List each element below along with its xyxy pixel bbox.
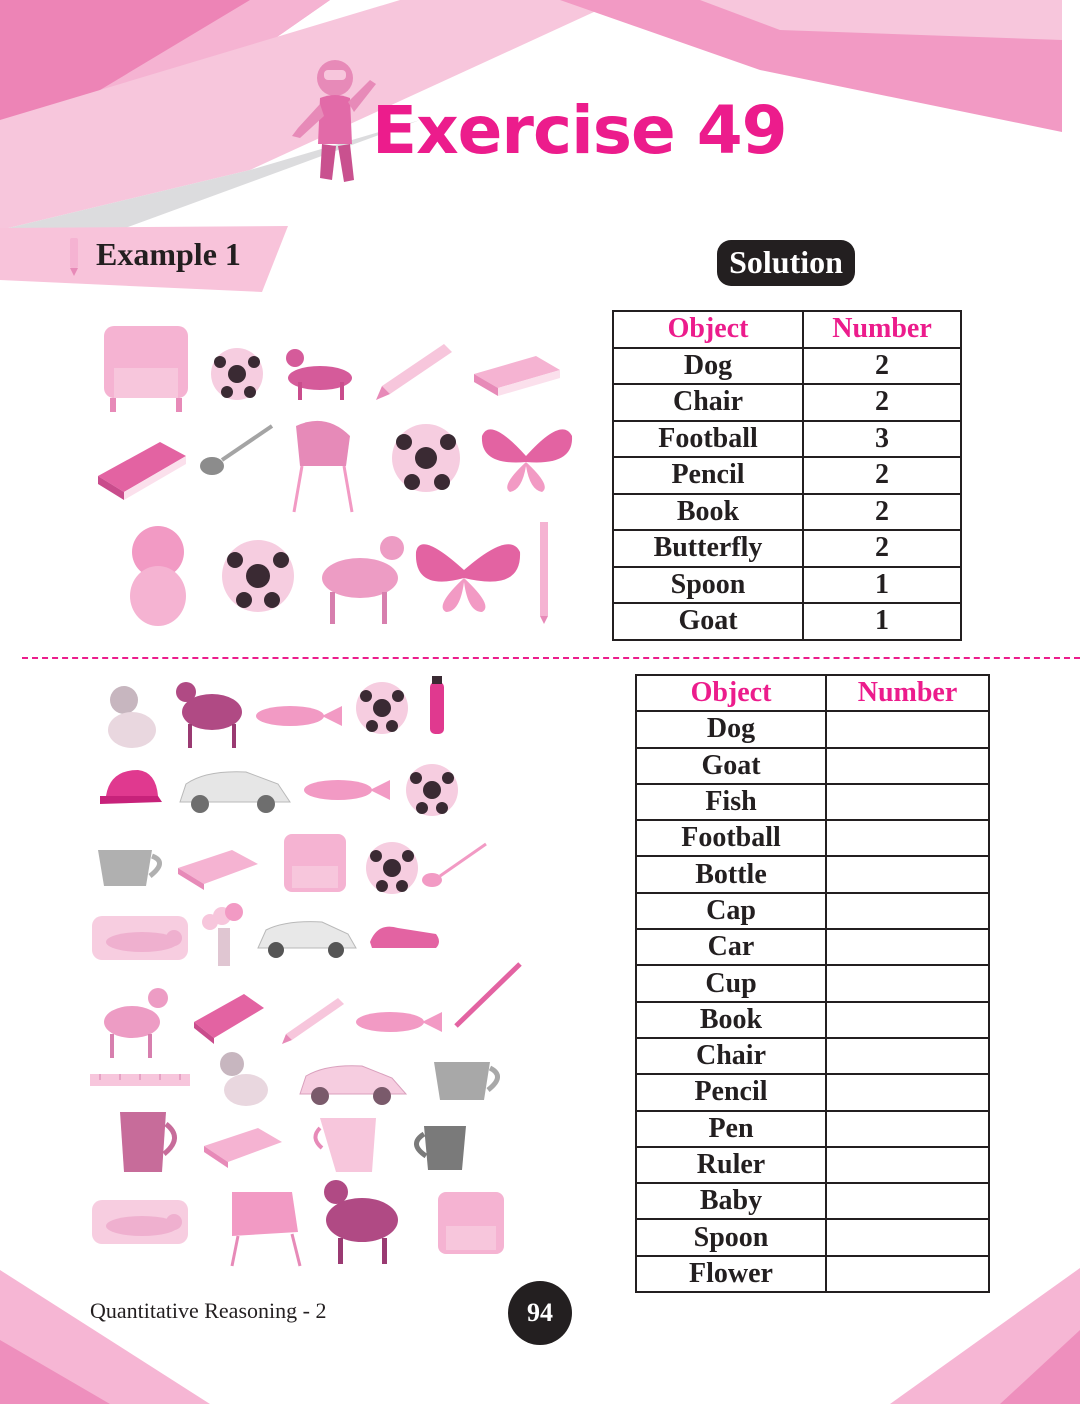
pencil-icon <box>62 236 86 278</box>
baby-icon <box>92 916 188 960</box>
goat-icon <box>176 682 242 748</box>
object-cell: Spoon <box>613 567 803 604</box>
object-cell: Football <box>636 820 826 856</box>
armchair-icon <box>104 326 188 412</box>
ruler-icon <box>90 1074 190 1086</box>
football-icon <box>222 540 294 612</box>
object-cell: Football <box>613 421 803 458</box>
page-number: 94 <box>508 1281 572 1345</box>
table-row <box>613 530 961 567</box>
example-pictures <box>90 316 590 636</box>
cup-icon <box>315 1118 376 1172</box>
table-row <box>613 457 961 494</box>
table-row <box>613 421 961 458</box>
number-cell: 2 <box>803 348 961 385</box>
object-cell: Dog <box>636 711 826 747</box>
header-object: Object <box>613 311 803 348</box>
bottle-icon <box>430 676 444 734</box>
table-row <box>636 748 989 784</box>
table-row <box>636 965 989 1001</box>
football-icon <box>366 842 418 894</box>
book-icon <box>98 442 186 500</box>
table-row <box>613 348 961 385</box>
object-cell: Ruler <box>636 1147 826 1183</box>
chair-icon <box>294 421 352 512</box>
number-cell: 1 <box>803 603 961 640</box>
object-cell: Fish <box>636 784 826 820</box>
armchair-icon <box>438 1192 504 1254</box>
dog-icon <box>108 686 156 748</box>
book-icon <box>204 1128 282 1168</box>
object-cell: Cup <box>636 965 826 1001</box>
number-input-cell[interactable] <box>826 748 989 784</box>
football-icon <box>406 764 458 816</box>
book-icon <box>474 356 560 396</box>
number-input-cell[interactable] <box>826 856 989 892</box>
book-title: Quantitative Reasoning - 2 <box>90 1298 327 1323</box>
header-number: Number <box>826 675 989 711</box>
table-row <box>613 567 961 604</box>
number-input-cell[interactable] <box>826 929 989 965</box>
cap-icon <box>100 770 162 804</box>
object-cell: Pencil <box>636 1074 826 1110</box>
armchair-icon <box>284 834 346 892</box>
number-input-cell[interactable] <box>826 965 989 1001</box>
table-row <box>636 1074 989 1110</box>
chair-icon <box>232 1192 300 1266</box>
car-icon <box>300 1066 406 1105</box>
object-cell: Pen <box>636 1111 826 1147</box>
number-input-cell[interactable] <box>826 1111 989 1147</box>
baby-icon <box>92 1200 188 1244</box>
object-cell: Spoon <box>636 1219 826 1255</box>
pencil-icon <box>540 522 548 624</box>
object-cell: Book <box>613 494 803 531</box>
object-cell: Chair <box>613 384 803 421</box>
cup-icon <box>416 1126 466 1170</box>
fish-icon <box>356 1012 442 1032</box>
table-row <box>636 929 989 965</box>
butterfly-icon <box>416 544 520 612</box>
object-cell: Cap <box>636 893 826 929</box>
fish-icon <box>256 706 342 726</box>
number-input-cell[interactable] <box>826 1002 989 1038</box>
table-row <box>636 784 989 820</box>
number-cell: 2 <box>803 494 961 531</box>
cup-icon <box>434 1062 498 1100</box>
number-input-cell[interactable] <box>826 820 989 856</box>
football-icon <box>356 682 408 734</box>
exercise-title: Exercise 49 <box>372 92 787 169</box>
object-cell: Goat <box>613 603 803 640</box>
book-icon <box>178 850 258 890</box>
goat-icon <box>322 536 404 624</box>
solution-label: Solution <box>717 240 855 286</box>
solution-table <box>612 310 962 641</box>
butterfly-icon <box>482 429 572 492</box>
object-cell: Book <box>636 1002 826 1038</box>
number-input-cell[interactable] <box>826 1183 989 1219</box>
table-row <box>613 603 961 640</box>
object-cell: Butterfly <box>613 530 803 567</box>
goat-icon <box>324 1180 398 1264</box>
fish-icon <box>304 780 390 800</box>
number-cell: 3 <box>803 421 961 458</box>
object-cell: Pencil <box>613 457 803 494</box>
number-input-cell[interactable] <box>826 784 989 820</box>
cup-icon <box>98 850 160 886</box>
table-row <box>636 856 989 892</box>
car-icon <box>258 922 356 958</box>
table-row <box>636 893 989 929</box>
example-label: Example 1 <box>96 236 241 272</box>
football-icon <box>211 348 263 400</box>
object-cell: Dog <box>613 348 803 385</box>
exercise-table <box>635 674 990 1293</box>
number-input-cell[interactable] <box>826 711 989 747</box>
dog-icon <box>130 526 186 626</box>
number-input-cell[interactable] <box>826 1256 989 1292</box>
flower-icon <box>202 903 243 966</box>
number-cell: 1 <box>803 567 961 604</box>
spoon-icon <box>422 844 486 887</box>
car-icon <box>180 772 290 813</box>
table-row <box>636 1183 989 1219</box>
number-input-cell[interactable] <box>826 893 989 929</box>
table-row <box>636 1256 989 1292</box>
table-row <box>636 820 989 856</box>
table-row <box>636 1111 989 1147</box>
table-row <box>636 1038 989 1074</box>
header-object: Object <box>636 675 826 711</box>
dog-icon <box>220 1052 268 1106</box>
table-row <box>613 384 961 421</box>
mascot-girl-illustration <box>290 58 380 186</box>
football-icon <box>392 424 460 492</box>
object-cell: Car <box>636 929 826 965</box>
table-header-row <box>613 311 961 348</box>
header-number: Number <box>803 311 961 348</box>
table-row <box>613 494 961 531</box>
number-cell: 2 <box>803 530 961 567</box>
shoe-icon <box>370 927 439 948</box>
table-header-row <box>636 675 989 711</box>
cup-icon <box>120 1112 175 1172</box>
number-input-cell[interactable] <box>826 1147 989 1183</box>
object-cell: Flower <box>636 1256 826 1292</box>
exercise-pictures <box>86 672 536 1272</box>
table-row <box>636 711 989 747</box>
dog-icon <box>286 349 352 400</box>
spoon-icon <box>200 426 272 475</box>
number-cell: 2 <box>803 457 961 494</box>
goat-icon <box>104 988 168 1058</box>
number-input-cell[interactable] <box>826 1219 989 1255</box>
number-input-cell[interactable] <box>826 1074 989 1110</box>
table-row <box>636 1147 989 1183</box>
object-cell: Baby <box>636 1183 826 1219</box>
table-row <box>636 1002 989 1038</box>
number-input-cell[interactable] <box>826 1038 989 1074</box>
object-cell: Goat <box>636 748 826 784</box>
book-icon <box>194 994 264 1044</box>
object-cell: Bottle <box>636 856 826 892</box>
pen-icon <box>456 964 520 1026</box>
object-cell: Chair <box>636 1038 826 1074</box>
number-cell: 2 <box>803 384 961 421</box>
table-row <box>636 1219 989 1255</box>
section-divider <box>22 657 1080 659</box>
pencil-icon <box>282 998 344 1044</box>
pencil-icon <box>376 344 452 400</box>
